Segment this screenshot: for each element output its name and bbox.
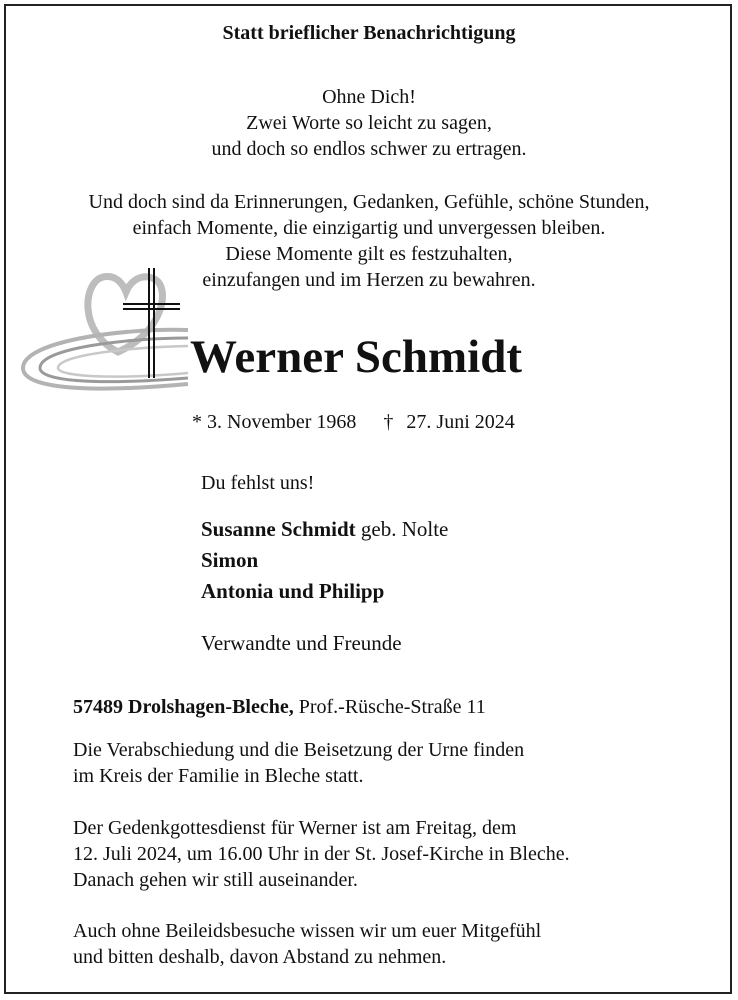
mourner-child: Simon <box>201 548 259 572</box>
quote-line: einzufangen und im Herzen zu bewahren. <box>202 269 536 291</box>
relatives-line: Verwandte und Freunde <box>201 631 402 655</box>
dagger-icon: † <box>383 411 394 433</box>
heart-cross-icon <box>18 262 198 402</box>
notice-line: und bitten deshalb, davon Abstand zu nehmen. <box>73 946 447 968</box>
header-title: Statt brieflicher Benachrichtigung <box>222 22 516 44</box>
quote-line: Und doch sind da Erinnerungen, Gedanken, Gefühle, schöne Stunden, <box>88 191 650 213</box>
quote-line: Diese Momente gilt es festzuhalten, <box>225 243 513 265</box>
poem <box>0 84 738 162</box>
spouse-name: Susanne Schmidt <box>201 517 356 541</box>
death-date: 27. Juni 2024 <box>406 411 515 433</box>
notice-line: Der Gedenkgottesdienst für Werner ist am Freitag, dem <box>73 817 517 839</box>
address-street: Prof.-Rüsche-Straße 11 <box>298 696 486 718</box>
poem-line: Zwei Worte so leicht zu sagen, <box>246 112 492 134</box>
notice-line: Die Verabschiedung und die Beisetzung der Urne finden <box>73 739 525 761</box>
birth-date: * 3. November 1968 <box>192 411 357 433</box>
notice-line: im Kreis der Familie in Bleche statt. <box>73 765 364 787</box>
notice-line: Auch ohne Beileidsbesuche wissen wir um euer Mitgefühl <box>73 920 542 942</box>
deceased-name: Werner Schmidt <box>190 331 523 383</box>
notice-condolences <box>73 918 541 970</box>
notice-service <box>73 815 570 893</box>
poem-line: Ohne Dich! <box>322 86 416 108</box>
miss-line: Du fehlst uns! <box>201 472 315 494</box>
mourner-child: Antonia und Philipp <box>201 579 385 603</box>
life-dates <box>192 411 515 434</box>
address <box>73 696 486 719</box>
quote-line: einfach Momente, die einzigartig und unvergessen bleiben. <box>132 217 606 239</box>
notice-burial <box>73 737 524 789</box>
spouse-suffix: geb. Nolte <box>360 517 449 541</box>
mourners-list <box>201 514 448 607</box>
notice-line: Danach gehen wir still auseinander. <box>73 869 358 891</box>
swoosh-inner <box>58 346 188 377</box>
mourner-spouse <box>201 514 448 545</box>
poem-line: und doch so endlos schwer zu ertragen. <box>211 138 527 160</box>
notice-line: 12. Juli 2024, um 16.00 Uhr in der St. Josef-Kirche in Bleche. <box>73 843 570 865</box>
address-city: 57489 Drolshagen-Bleche, <box>73 696 294 718</box>
